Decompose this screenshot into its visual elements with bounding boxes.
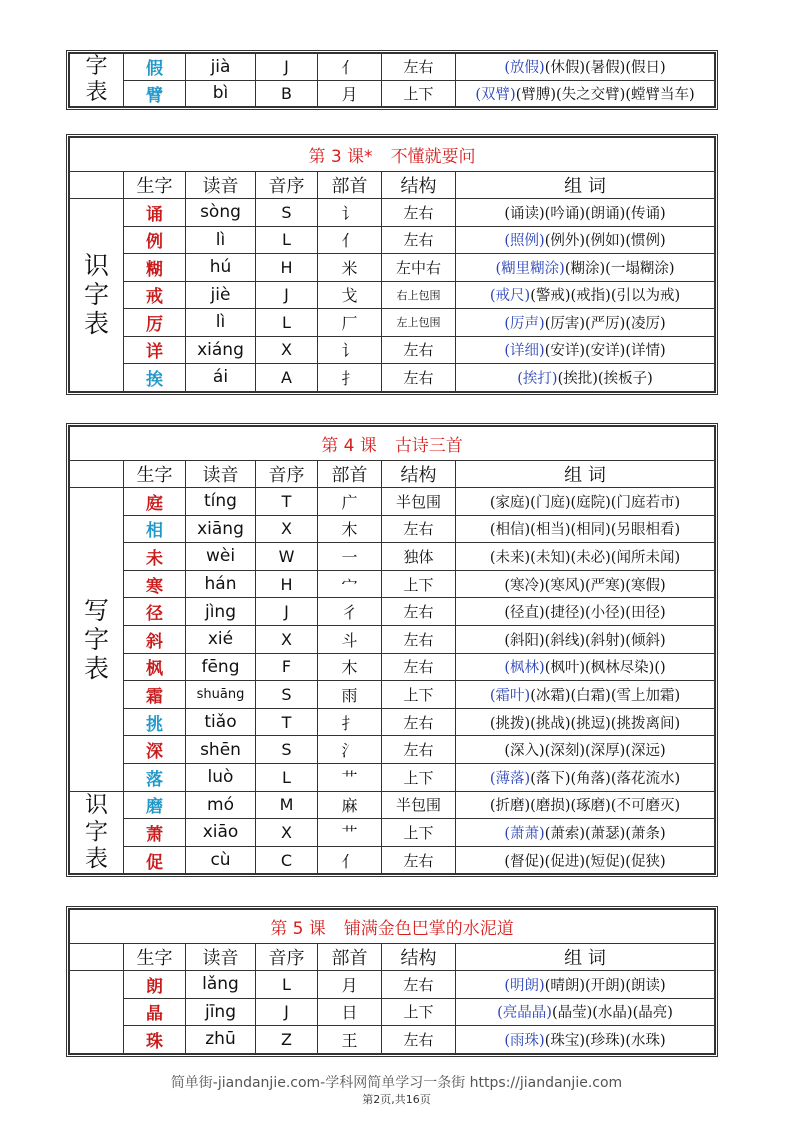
structure-cell: 右上包围 bbox=[382, 281, 456, 309]
words-cell bbox=[456, 1026, 715, 1054]
order-cell: L bbox=[256, 309, 318, 337]
order-cell: T bbox=[256, 708, 318, 736]
structure-cell: 左右 bbox=[382, 364, 456, 392]
radical-cell: 扌 bbox=[318, 708, 382, 736]
table-row bbox=[70, 309, 715, 337]
section-label: 字 表 bbox=[70, 54, 124, 107]
pinyin-cell: xiáng bbox=[186, 336, 256, 364]
structure-cell: 左右 bbox=[382, 598, 456, 626]
word-list: (冰霜)(白霜)(雪上加霜) bbox=[530, 687, 681, 704]
words-cell bbox=[456, 598, 715, 626]
structure-cell: 左右 bbox=[382, 1026, 456, 1054]
word-list: (斜阳)(斜线)(斜射)(倾斜) bbox=[504, 632, 666, 649]
character-cell: 晶 bbox=[124, 998, 186, 1026]
table-row bbox=[70, 625, 715, 653]
radical-cell: 王 bbox=[318, 1026, 382, 1054]
words-cell bbox=[456, 681, 715, 709]
structure-cell: 上下 bbox=[382, 998, 456, 1026]
structure-cell: 左右 bbox=[382, 653, 456, 681]
section-label: 写 字 表 bbox=[70, 488, 124, 792]
radical-cell: 讠 bbox=[318, 199, 382, 227]
highlighted-word: (糊里糊涂) bbox=[495, 260, 565, 277]
pinyin-cell: hán bbox=[186, 570, 256, 598]
order-cell: W bbox=[256, 543, 318, 571]
highlighted-word: (挨打) bbox=[517, 370, 558, 387]
order-cell: Z bbox=[256, 1026, 318, 1054]
word-list: (挨批)(挨板子) bbox=[557, 370, 653, 387]
radical-cell: 木 bbox=[318, 515, 382, 543]
pinyin-cell: lì bbox=[186, 309, 256, 337]
pinyin-cell: ái bbox=[186, 364, 256, 392]
word-list: (臂膊)(失之交臂)(螳臂当车) bbox=[515, 86, 695, 103]
order-cell: B bbox=[256, 80, 318, 107]
word-list: (挑拨)(挑战)(挑逗)(挑拨离间) bbox=[489, 715, 681, 732]
character-cell: 萧 bbox=[124, 819, 186, 847]
pinyin-cell: luò bbox=[186, 763, 256, 791]
pinyin-cell: jiè bbox=[186, 281, 256, 309]
pinyin-cell: tíng bbox=[186, 488, 256, 516]
structure-cell: 上下 bbox=[382, 80, 456, 107]
radical-cell: 氵 bbox=[318, 736, 382, 764]
radical-cell: 月 bbox=[318, 971, 382, 999]
word-list: (糊涂)(一塌糊涂) bbox=[564, 260, 675, 277]
table-row bbox=[70, 543, 715, 571]
highlighted-word: (戒尺) bbox=[489, 288, 531, 305]
section-label bbox=[70, 971, 124, 1054]
table-row bbox=[70, 791, 715, 819]
highlighted-word: (萧萧) bbox=[504, 825, 545, 842]
structure-cell: 左中右 bbox=[382, 254, 456, 282]
pinyin-cell: shēn bbox=[186, 736, 256, 764]
radical-cell: 月 bbox=[318, 80, 382, 107]
word-list: (家庭)(门庭)(庭院)(门庭若市) bbox=[489, 494, 681, 511]
highlighted-word: (雨珠) bbox=[504, 1032, 545, 1049]
table-row bbox=[70, 846, 715, 874]
character-cell: 促 bbox=[124, 846, 186, 874]
order-cell: L bbox=[256, 763, 318, 791]
words-cell bbox=[456, 226, 715, 254]
pinyin-cell: jià bbox=[186, 54, 256, 81]
word-list: (休假)(暑假)(假日) bbox=[544, 60, 666, 77]
radical-cell: 戈 bbox=[318, 281, 382, 309]
character-cell: 例 bbox=[124, 226, 186, 254]
words-cell bbox=[456, 819, 715, 847]
words-cell bbox=[456, 336, 715, 364]
word-list: (诵读)(吟诵)(朗诵)(传诵) bbox=[504, 205, 666, 222]
table-row bbox=[70, 54, 715, 81]
lesson4-table bbox=[66, 423, 718, 877]
word-list: (寒冷)(寒风)(严寒)(寒假) bbox=[504, 577, 666, 594]
section-label: 识 字 表 bbox=[70, 791, 124, 874]
character-cell: 未 bbox=[124, 543, 186, 571]
word-list: (径直)(捷径)(小径)(田径) bbox=[504, 605, 666, 622]
pinyin-cell: lì bbox=[186, 226, 256, 254]
words-cell bbox=[456, 791, 715, 819]
table-row bbox=[70, 708, 715, 736]
pinyin-cell: cù bbox=[186, 846, 256, 874]
order-cell: X bbox=[256, 819, 318, 847]
structure-cell: 左右 bbox=[382, 226, 456, 254]
pinyin-cell: bì bbox=[186, 80, 256, 107]
section-label: 识 字 表 bbox=[70, 199, 124, 392]
table-row bbox=[70, 598, 715, 626]
footer-site-text: 简单街-jiandanjie.com-学科网简单学习一条街 https://jiandanjie.com bbox=[170, 1075, 623, 1091]
radical-cell: 艹 bbox=[318, 763, 382, 791]
highlighted-word: (照例) bbox=[504, 233, 545, 250]
order-cell: H bbox=[256, 570, 318, 598]
radical-cell: 艹 bbox=[318, 819, 382, 847]
structure-cell: 左右 bbox=[382, 199, 456, 227]
words-cell bbox=[456, 80, 715, 107]
highlighted-word: (薄落) bbox=[489, 770, 531, 787]
radical-cell: 斗 bbox=[318, 625, 382, 653]
highlighted-word: (详细) bbox=[504, 343, 545, 360]
table-row bbox=[70, 736, 715, 764]
structure-cell: 左右 bbox=[382, 708, 456, 736]
character-cell: 戒 bbox=[124, 281, 186, 309]
words-cell bbox=[456, 543, 715, 571]
word-list: (晶莹)(水晶)(晶亮) bbox=[551, 1005, 673, 1022]
words-cell bbox=[456, 971, 715, 999]
character-cell: 庭 bbox=[124, 488, 186, 516]
words-cell bbox=[456, 653, 715, 681]
table-row bbox=[70, 488, 715, 516]
order-cell: C bbox=[256, 846, 318, 874]
character-cell: 挑 bbox=[124, 708, 186, 736]
words-cell bbox=[456, 199, 715, 227]
structure-cell: 左右 bbox=[382, 625, 456, 653]
radical-cell: 日 bbox=[318, 998, 382, 1026]
character-cell: 寒 bbox=[124, 570, 186, 598]
pinyin-cell: xiāng bbox=[186, 515, 256, 543]
radical-cell: 彳 bbox=[318, 598, 382, 626]
structure-cell: 独体 bbox=[382, 543, 456, 571]
structure-cell: 上下 bbox=[382, 681, 456, 709]
word-list: (落下)(角落)(落花流水) bbox=[530, 770, 681, 787]
radical-cell: 广 bbox=[318, 488, 382, 516]
order-cell: J bbox=[256, 998, 318, 1026]
order-cell: S bbox=[256, 736, 318, 764]
radical-cell: 扌 bbox=[318, 364, 382, 392]
character-cell: 珠 bbox=[124, 1026, 186, 1054]
structure-cell: 半包围 bbox=[382, 791, 456, 819]
structure-cell: 上下 bbox=[382, 570, 456, 598]
pinyin-cell: hú bbox=[186, 254, 256, 282]
character-cell: 深 bbox=[124, 736, 186, 764]
table-row bbox=[70, 336, 715, 364]
character-cell: 朗 bbox=[124, 971, 186, 999]
pinyin-cell: jīng bbox=[186, 998, 256, 1026]
radical-cell: 亻 bbox=[318, 846, 382, 874]
header-row: 生字 读音 音序 部首 结构 组 词 bbox=[70, 461, 715, 488]
words-cell bbox=[456, 254, 715, 282]
pinyin-cell: xiāo bbox=[186, 819, 256, 847]
radical-cell: 亻 bbox=[318, 54, 382, 81]
radical-cell: 厂 bbox=[318, 309, 382, 337]
words-cell bbox=[456, 846, 715, 874]
lesson5-title: 第 5 课 铺满金色巴掌的水泥道 bbox=[70, 910, 715, 944]
word-list: (警戒)(戒指)(引以为戒) bbox=[530, 288, 681, 305]
words-cell bbox=[456, 763, 715, 791]
partial-table bbox=[66, 50, 718, 110]
word-list: (未来)(未知)(未必)(闻所未闻) bbox=[489, 549, 681, 566]
word-list: (厉害)(严厉)(凌厉) bbox=[544, 315, 666, 332]
structure-cell: 半包围 bbox=[382, 488, 456, 516]
lesson4-title: 第 4 课 古诗三首 bbox=[70, 427, 715, 461]
word-list: (晴朗)(开朗)(朗读) bbox=[544, 977, 666, 994]
character-cell: 斜 bbox=[124, 625, 186, 653]
radical-cell: 讠 bbox=[318, 336, 382, 364]
highlighted-word: (明朗) bbox=[504, 977, 545, 994]
table-row bbox=[70, 199, 715, 227]
structure-cell: 左右 bbox=[382, 336, 456, 364]
lesson3-table bbox=[66, 134, 718, 395]
word-list: (珠宝)(珍珠)(水珠) bbox=[544, 1032, 666, 1049]
words-cell bbox=[456, 736, 715, 764]
structure-cell: 左右 bbox=[382, 515, 456, 543]
highlighted-word: (厉声) bbox=[504, 315, 545, 332]
word-list: (安详)(安详)(详情) bbox=[544, 343, 666, 360]
character-cell: 糊 bbox=[124, 254, 186, 282]
order-cell: H bbox=[256, 254, 318, 282]
order-cell: A bbox=[256, 364, 318, 392]
character-cell: 臂 bbox=[124, 80, 186, 107]
table-row bbox=[70, 281, 715, 309]
radical-cell: 亻 bbox=[318, 226, 382, 254]
character-cell: 诵 bbox=[124, 199, 186, 227]
lesson5-table bbox=[66, 906, 718, 1057]
table-row bbox=[70, 570, 715, 598]
page-number: 第2页,共16页 bbox=[362, 1093, 431, 1106]
table-row bbox=[70, 971, 715, 999]
word-list: (折磨)(磨损)(琢磨)(不可磨灭) bbox=[489, 798, 681, 815]
structure-cell: 上下 bbox=[382, 763, 456, 791]
table-row bbox=[70, 819, 715, 847]
order-cell: J bbox=[256, 281, 318, 309]
pinyin-cell: jìng bbox=[186, 598, 256, 626]
table-row bbox=[70, 515, 715, 543]
pinyin-cell: zhū bbox=[186, 1026, 256, 1054]
table-row bbox=[70, 254, 715, 282]
table-row bbox=[70, 681, 715, 709]
order-cell: S bbox=[256, 199, 318, 227]
character-cell: 落 bbox=[124, 763, 186, 791]
radical-cell: 麻 bbox=[318, 791, 382, 819]
pinyin-cell: mó bbox=[186, 791, 256, 819]
radical-cell: 雨 bbox=[318, 681, 382, 709]
character-cell: 枫 bbox=[124, 653, 186, 681]
order-cell: X bbox=[256, 515, 318, 543]
character-cell: 挨 bbox=[124, 364, 186, 392]
table-row bbox=[70, 763, 715, 791]
word-list: (例外)(例如)(惯例) bbox=[544, 233, 666, 250]
radical-cell: 一 bbox=[318, 543, 382, 571]
order-cell: X bbox=[256, 625, 318, 653]
header-row: 生字 读音 音序 部首 结构 组 词 bbox=[70, 944, 715, 971]
pinyin-cell: fēng bbox=[186, 653, 256, 681]
words-cell bbox=[456, 625, 715, 653]
structure-cell: 左右 bbox=[382, 846, 456, 874]
order-cell: L bbox=[256, 226, 318, 254]
order-cell: T bbox=[256, 488, 318, 516]
character-cell: 相 bbox=[124, 515, 186, 543]
words-cell bbox=[456, 515, 715, 543]
radical-cell: 木 bbox=[318, 653, 382, 681]
words-cell bbox=[456, 364, 715, 392]
structure-cell: 左上包围 bbox=[382, 309, 456, 337]
highlighted-word: (放假) bbox=[504, 60, 545, 77]
order-cell: X bbox=[256, 336, 318, 364]
pinyin-cell: xié bbox=[186, 625, 256, 653]
order-cell: J bbox=[256, 598, 318, 626]
character-cell: 磨 bbox=[124, 791, 186, 819]
word-list: (深入)(深刻)(深厚)(深远) bbox=[504, 743, 666, 760]
table-row bbox=[70, 364, 715, 392]
structure-cell: 左右 bbox=[382, 971, 456, 999]
radical-cell: 宀 bbox=[318, 570, 382, 598]
table-row bbox=[70, 226, 715, 254]
highlighted-word: (双臂) bbox=[475, 86, 516, 103]
character-cell: 厉 bbox=[124, 309, 186, 337]
table-row bbox=[70, 998, 715, 1026]
header-row: 生字 读音 音序 部首 结构 组 词 bbox=[70, 172, 715, 199]
pinyin-cell: tiǎo bbox=[186, 708, 256, 736]
character-cell: 假 bbox=[124, 54, 186, 81]
character-cell: 径 bbox=[124, 598, 186, 626]
order-cell: L bbox=[256, 971, 318, 999]
pinyin-cell: sòng bbox=[186, 199, 256, 227]
table-row bbox=[70, 1026, 715, 1054]
words-cell bbox=[456, 570, 715, 598]
lesson3-title: 第 3 课* 不懂就要问 bbox=[70, 138, 715, 172]
words-cell bbox=[456, 998, 715, 1026]
words-cell bbox=[456, 488, 715, 516]
words-cell bbox=[456, 309, 715, 337]
word-list: (相信)(相当)(相同)(另眼相看) bbox=[489, 522, 681, 539]
pinyin-cell: shuāng bbox=[186, 681, 256, 709]
character-cell: 霜 bbox=[124, 681, 186, 709]
words-cell bbox=[456, 281, 715, 309]
order-cell: M bbox=[256, 791, 318, 819]
order-cell: F bbox=[256, 653, 318, 681]
structure-cell: 左右 bbox=[382, 736, 456, 764]
order-cell: S bbox=[256, 681, 318, 709]
words-cell bbox=[456, 54, 715, 81]
word-list: (萧索)(萧瑟)(萧条) bbox=[544, 825, 666, 842]
words-cell bbox=[456, 708, 715, 736]
word-list: (枫叶)(枫林尽染)() bbox=[544, 660, 666, 677]
pinyin-cell: lǎng bbox=[186, 971, 256, 999]
order-cell: J bbox=[256, 54, 318, 81]
table-row bbox=[70, 80, 715, 107]
structure-cell: 上下 bbox=[382, 819, 456, 847]
highlighted-word: (枫林) bbox=[504, 660, 545, 677]
table-row bbox=[70, 653, 715, 681]
word-list: (督促)(促进)(短促)(促狭) bbox=[504, 853, 666, 870]
pinyin-cell: wèi bbox=[186, 543, 256, 571]
highlighted-word: (霜叶) bbox=[489, 687, 531, 704]
highlighted-word: (亮晶晶) bbox=[497, 1005, 552, 1022]
structure-cell: 左右 bbox=[382, 54, 456, 81]
character-cell: 详 bbox=[124, 336, 186, 364]
radical-cell: 米 bbox=[318, 254, 382, 282]
